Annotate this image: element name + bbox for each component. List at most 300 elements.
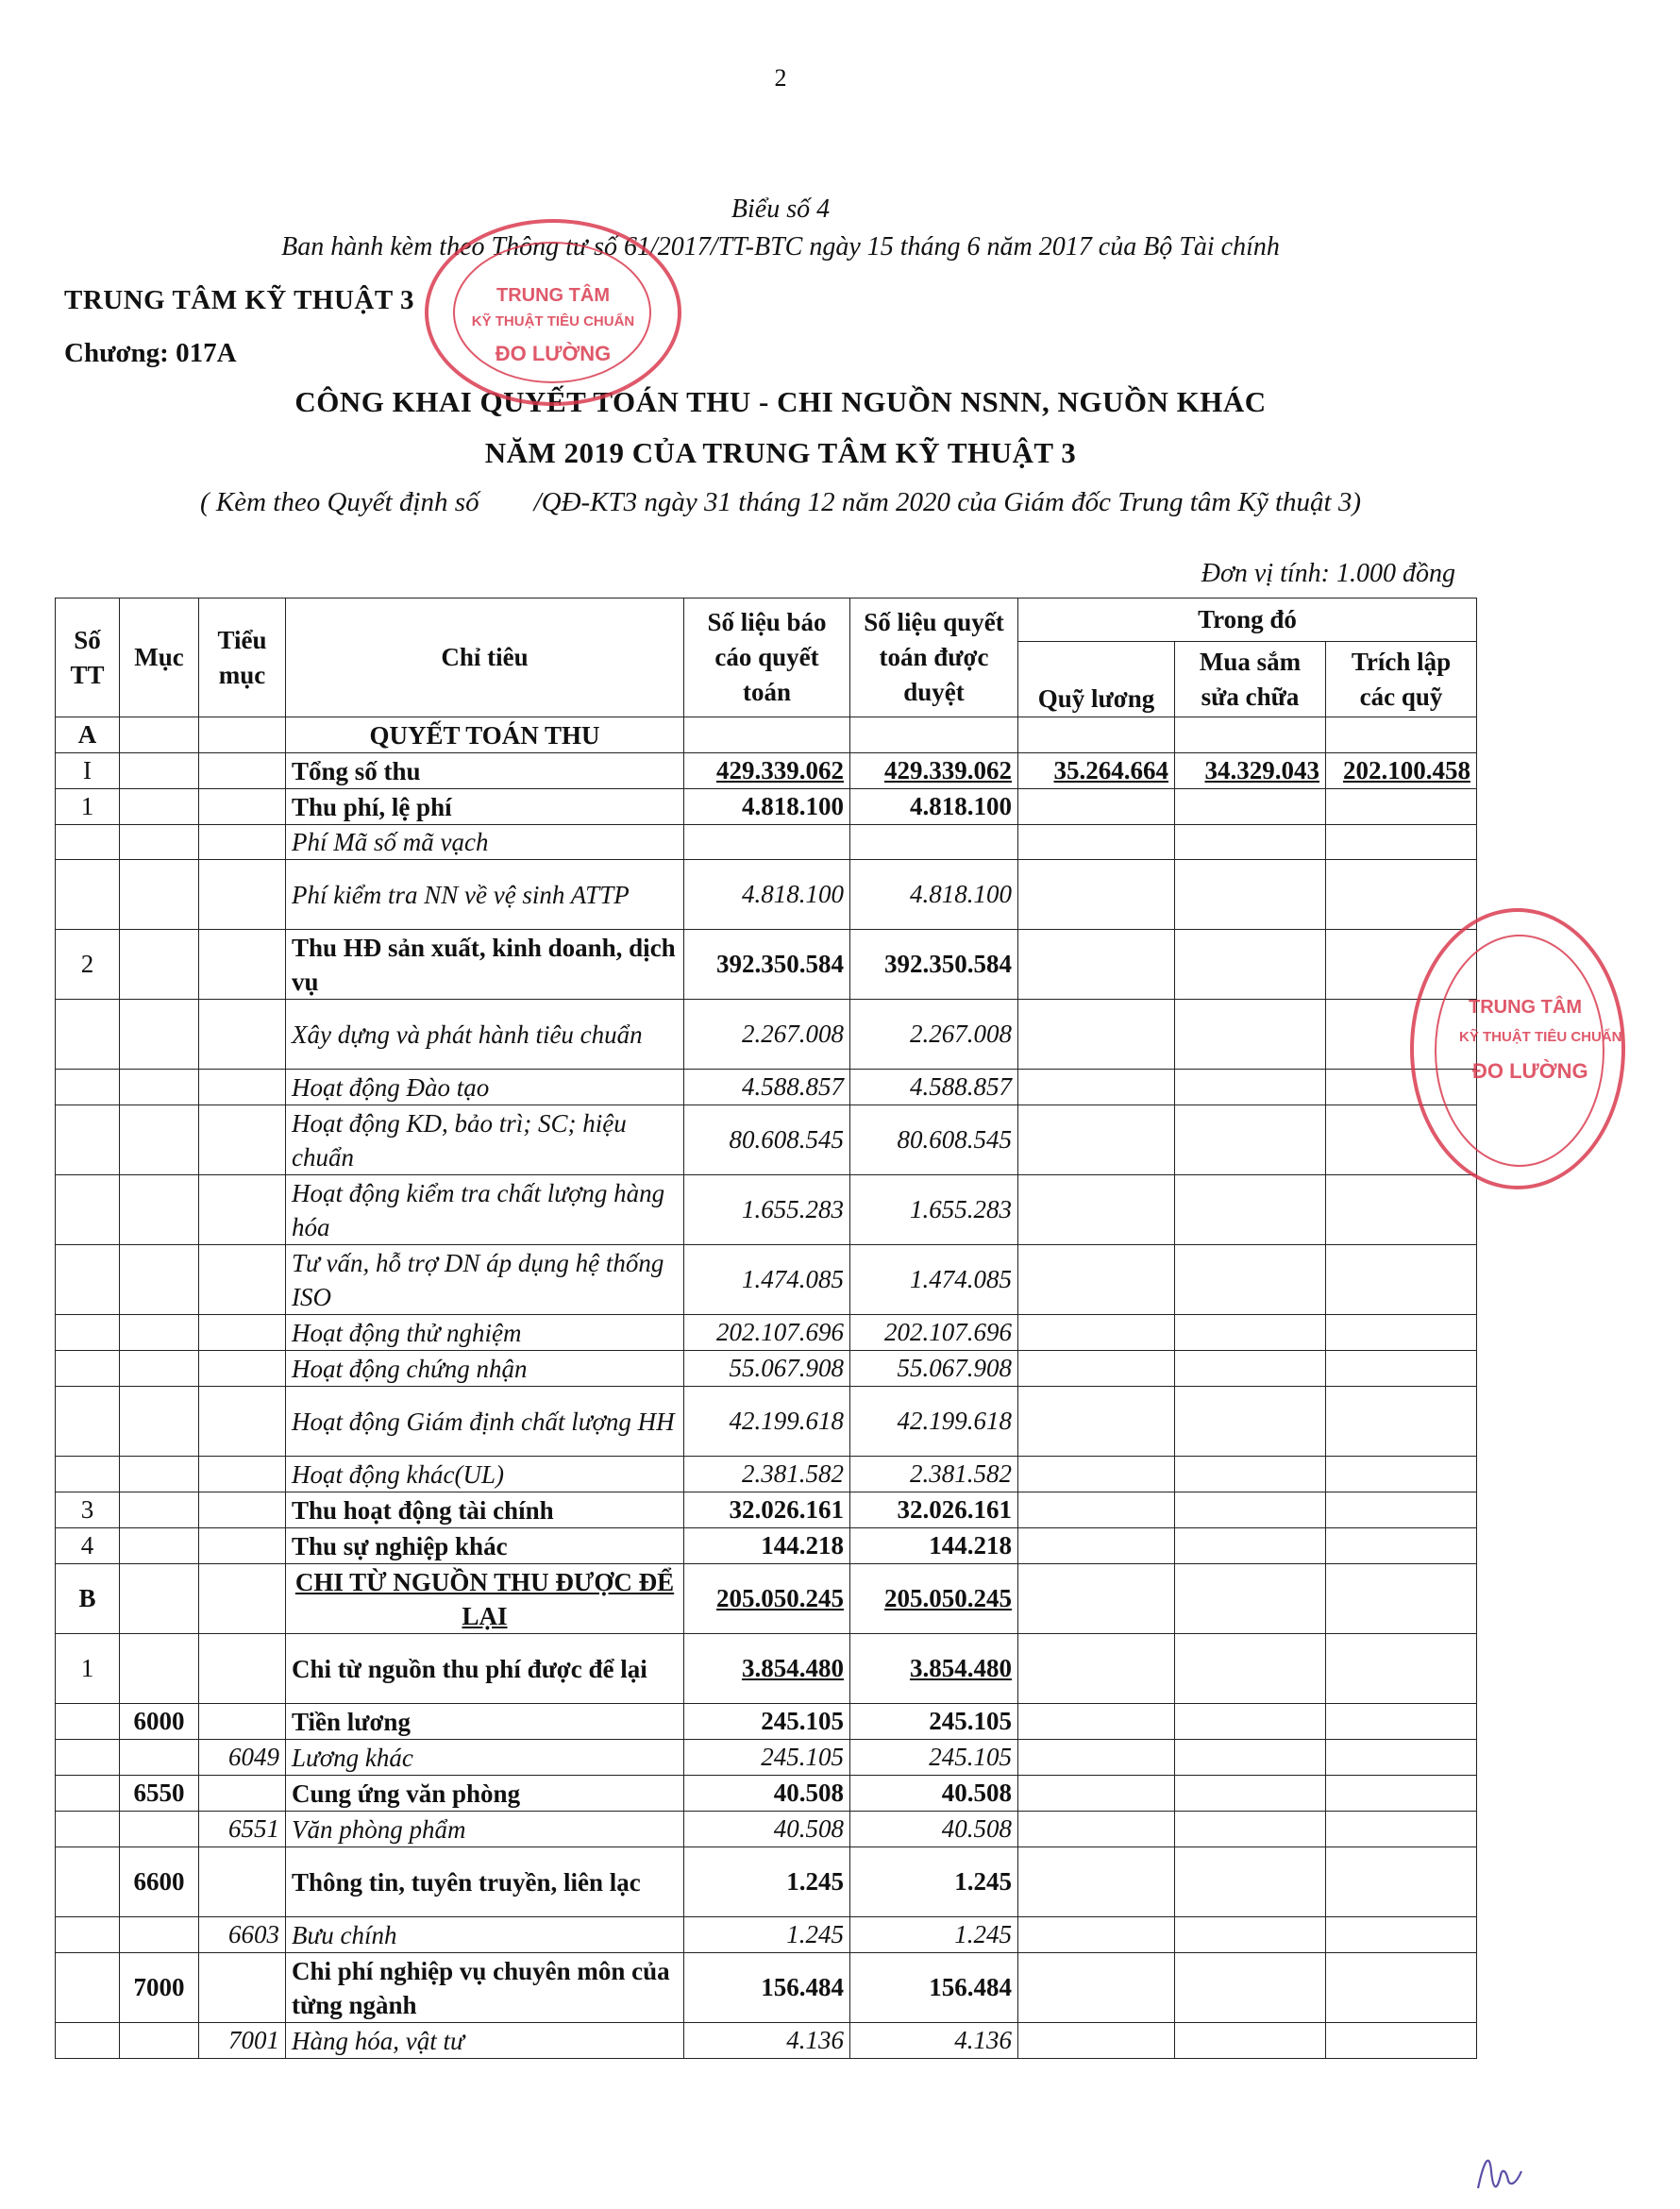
cell-duyet: [850, 1740, 1018, 1776]
cell-chi-tieu-text: Xây dựng và phát hành tiêu chuẩn: [292, 1020, 643, 1049]
cell-stt: [56, 717, 120, 753]
cell-chi-tieu: [286, 1634, 684, 1704]
cell-trich-lap: [1326, 860, 1477, 930]
cell-chi-tieu-text: Thu HĐ sản xuất, kinh doanh, dịch vụ: [292, 933, 676, 996]
cell-chi-tieu-text: Hoạt động Đào tạo: [292, 1072, 490, 1102]
cell-mua-sam: [1175, 860, 1326, 930]
cell-chi-tieu-text: Hoạt động kiểm tra chất lượng hàng hóa: [292, 1178, 665, 1241]
cell-bao-cao-text: 429.339.062: [716, 756, 844, 784]
cell-chi-tieu: [286, 1175, 684, 1245]
unit-label: Đơn vị tính: 1.000 đồng: [1201, 559, 1455, 588]
cell-tieu-muc: [199, 1847, 286, 1917]
cell-stt: [56, 860, 120, 930]
cell-chi-tieu: [286, 1351, 684, 1387]
cell-trich-lap: [1326, 1175, 1477, 1245]
cell-duyet: [850, 1704, 1018, 1740]
cell-bao-cao-text: 1.245: [786, 1920, 844, 1948]
cell-duyet-text: 392.350.584: [884, 950, 1012, 978]
cell-chi-tieu: [286, 753, 684, 789]
cell-trich-lap: [1326, 789, 1477, 825]
cell-tieu-muc: [199, 930, 286, 1000]
cell-tieu-muc: [199, 1245, 286, 1315]
cell-stt: [56, 1175, 120, 1245]
cell-chi-tieu: [286, 1564, 684, 1634]
cell-chi-tieu: [286, 1740, 684, 1776]
cell-stt: [56, 1634, 120, 1704]
cell-bao-cao: [684, 1812, 850, 1847]
cell-bao-cao: [684, 1070, 850, 1105]
cell-stt: [56, 930, 120, 1000]
page-number: 2: [774, 64, 787, 92]
cell-bao-cao: [684, 1917, 850, 1953]
cell-quy-luong: [1018, 1492, 1175, 1528]
cell-quy-luong: [1018, 1847, 1175, 1917]
cell-duyet: [850, 1917, 1018, 1953]
cell-muc: [120, 1000, 199, 1070]
header-mua-sam: Mua sắm sửa chữa: [1175, 642, 1326, 717]
cell-chi-tieu-text: Chi phí nghiệp vụ chuyên môn của từng ngành: [292, 1956, 670, 2019]
cell-stt-text: 1: [80, 792, 94, 820]
cell-duyet-text: 32.026.161: [897, 1495, 1012, 1524]
cell-chi-tieu-text: Tư vấn, hỗ trợ DN áp dụng hệ thống ISO: [292, 1248, 664, 1311]
cell-muc: [120, 2023, 199, 2059]
cell-duyet: [850, 1492, 1018, 1528]
cell-bao-cao-text: 1.655.283: [742, 1195, 844, 1223]
cell-mua-sam: [1175, 717, 1326, 753]
cell-duyet-text: 202.107.696: [884, 1318, 1012, 1346]
cell-duyet: [850, 1528, 1018, 1564]
cell-chi-tieu: [286, 1917, 684, 1953]
table-row: [56, 1528, 1477, 1564]
table-row: [56, 1351, 1477, 1387]
cell-trich-lap: [1326, 1387, 1477, 1457]
cell-stt: [56, 1492, 120, 1528]
table-row: [56, 1105, 1477, 1175]
cell-muc: [120, 1105, 199, 1175]
cell-tieu-muc: [199, 1492, 286, 1528]
table-row: [56, 1000, 1477, 1070]
cell-bao-cao-text: 156.484: [761, 1973, 844, 2001]
cell-chi-tieu-text: Thông tin, tuyên truyền, liên lạc: [292, 1867, 641, 1897]
table-row: [56, 930, 1477, 1000]
organization-name: TRUNG TÂM KỸ THUẬT 3: [64, 285, 414, 315]
cell-duyet-text: 205.050.245: [884, 1584, 1012, 1612]
table-row: [56, 1812, 1477, 1847]
settlement-table: [55, 598, 1477, 2059]
stamp-line2: KỸ THUẬT TIÊU CHUẨN: [471, 313, 635, 329]
cell-duyet: [850, 1457, 1018, 1492]
cell-duyet: [850, 1387, 1018, 1457]
cell-bao-cao-text: 245.105: [761, 1707, 844, 1735]
cell-muc: [120, 1812, 199, 1847]
cell-muc: [120, 1564, 199, 1634]
cell-bao-cao-text: 1.245: [786, 1867, 844, 1896]
issued-by-note: Ban hành kèm theo Thông tư số 61/2017/TT-BTC ngày 15 tháng 6 năm 2017 của Bộ Tài chính: [281, 232, 1280, 261]
cell-mua-sam-text: 34.329.043: [1204, 756, 1319, 784]
table-row: [56, 1492, 1477, 1528]
cell-chi-tieu: [286, 1457, 684, 1492]
cell-bao-cao: [684, 1000, 850, 1070]
cell-stt: [56, 2023, 120, 2059]
cell-stt: [56, 1315, 120, 1351]
table-row: [56, 860, 1477, 930]
cell-bao-cao-text: 55.067.908: [729, 1354, 844, 1382]
cell-bao-cao-text: 1.474.085: [742, 1265, 844, 1293]
cell-chi-tieu: [286, 1000, 684, 1070]
cell-bao-cao-text: 4.818.100: [742, 880, 844, 908]
table-row: [56, 2023, 1477, 2059]
cell-mua-sam: [1175, 1776, 1326, 1812]
cell-chi-tieu-text: Thu sự nghiệp khác: [292, 1531, 508, 1560]
cell-trich-lap: [1326, 1315, 1477, 1351]
cell-tieu-muc: [199, 1740, 286, 1776]
cell-muc: [120, 1175, 199, 1245]
cell-chi-tieu-text: Hoạt động thử nghiệm: [292, 1318, 522, 1347]
cell-stt: [56, 1000, 120, 1070]
cell-duyet-text: 55.067.908: [897, 1354, 1012, 1382]
cell-chi-tieu: [286, 1812, 684, 1847]
cell-stt: [56, 1070, 120, 1105]
cell-bao-cao: [684, 1704, 850, 1740]
cell-duyet: [850, 1245, 1018, 1315]
cell-duyet-text: 2.381.582: [910, 1459, 1012, 1488]
cell-stt: [56, 1740, 120, 1776]
cell-tieu-muc: [199, 1953, 286, 2023]
cell-bao-cao: [684, 2023, 850, 2059]
cell-muc: [120, 1528, 199, 1564]
cell-quy-luong: [1018, 1315, 1175, 1351]
cell-tieu-muc: [199, 1315, 286, 1351]
cell-muc: [120, 1387, 199, 1457]
cell-trich-lap: [1326, 1564, 1477, 1634]
cell-duyet-text: 1.655.283: [910, 1195, 1012, 1223]
stamp-line1: TRUNG TÂM: [496, 285, 610, 306]
cell-tieu-muc: [199, 1000, 286, 1070]
cell-quy-luong: [1018, 825, 1175, 860]
cell-muc: [120, 1704, 199, 1740]
cell-duyet: [850, 1812, 1018, 1847]
table-row: [56, 1847, 1477, 1917]
cell-mua-sam: [1175, 1245, 1326, 1315]
cell-duyet: [850, 1175, 1018, 1245]
cell-muc: [120, 930, 199, 1000]
cell-stt-text: B: [78, 1584, 96, 1612]
attachment-note: ( Kèm theo Quyết định số /QĐ-KT3 ngày 31 tháng 12 năm 2020 của Giám đốc Trung tâm Kỹ thuật 3): [199, 487, 1361, 517]
cell-muc: [120, 825, 199, 860]
table-row: [56, 1245, 1477, 1315]
header-so-lieu-bao-cao: Số liệu báo cáo quyết toán: [684, 599, 850, 717]
header-so-lieu-duyet: Số liệu quyết toán được duyệt: [850, 599, 1018, 717]
side-stamp-line2: KỸ THUẬT TIÊU CHUẨN: [1459, 1029, 1622, 1045]
cell-bao-cao-text: 4.588.857: [742, 1072, 844, 1101]
cell-muc-text: 7000: [133, 1973, 185, 2001]
cell-duyet-text: 4.818.100: [910, 880, 1012, 908]
cell-bao-cao: [684, 717, 850, 753]
cell-chi-tieu-text: Phí kiểm tra NN về vệ sinh ATTP: [292, 880, 630, 909]
cell-quy-luong: [1018, 1740, 1175, 1776]
cell-bao-cao-text: 40.508: [773, 1814, 844, 1843]
cell-muc: [120, 1351, 199, 1387]
cell-chi-tieu: [286, 1315, 684, 1351]
cell-quy-luong: [1018, 1351, 1175, 1387]
cell-duyet: [850, 1105, 1018, 1175]
cell-duyet-text: 156.484: [929, 1973, 1012, 2001]
cell-mua-sam: [1175, 1953, 1326, 2023]
cell-trich-lap: [1326, 1812, 1477, 1847]
cell-duyet-text: 1.245: [954, 1867, 1012, 1896]
cell-chi-tieu-text: Cung ứng văn phòng: [292, 1779, 521, 1808]
cell-duyet: [850, 789, 1018, 825]
header-stt: Số TT: [56, 599, 120, 717]
table-row: [56, 1457, 1477, 1492]
chapter-code: Chương: 017A: [64, 338, 237, 368]
cell-quy-luong: [1018, 789, 1175, 825]
cell-bao-cao: [684, 1351, 850, 1387]
cell-muc: [120, 1953, 199, 2023]
cell-duyet: [850, 1070, 1018, 1105]
cell-chi-tieu-text: QUYẾT TOÁN THU: [369, 720, 600, 750]
cell-tieu-muc: [199, 1634, 286, 1704]
table-row: [56, 1634, 1477, 1704]
cell-bao-cao-text: 4.818.100: [742, 792, 844, 820]
cell-muc-text: 6000: [133, 1707, 185, 1735]
cell-muc: [120, 1776, 199, 1812]
cell-mua-sam: [1175, 753, 1326, 789]
cell-trich-lap: [1326, 717, 1477, 753]
cell-quy-luong: [1018, 1457, 1175, 1492]
cell-tieu-muc: [199, 2023, 286, 2059]
cell-quy-luong: [1018, 753, 1175, 789]
cell-bao-cao-text: 202.107.696: [716, 1318, 844, 1346]
cell-stt: [56, 1457, 120, 1492]
cell-bao-cao: [684, 1740, 850, 1776]
cell-duyet-text: 245.105: [929, 1707, 1012, 1735]
cell-trich-lap: [1326, 2023, 1477, 2059]
cell-stt: [56, 1776, 120, 1812]
cell-bao-cao-text: 4.136: [786, 2026, 844, 2054]
cell-muc: [120, 717, 199, 753]
cell-chi-tieu: [286, 1105, 684, 1175]
cell-bao-cao-text: 3.854.480: [742, 1654, 844, 1682]
cell-mua-sam: [1175, 1704, 1326, 1740]
cell-duyet-text: 80.608.545: [897, 1125, 1012, 1154]
cell-muc: [120, 1315, 199, 1351]
cell-duyet-text: 245.105: [929, 1743, 1012, 1771]
cell-trich-lap: [1326, 1457, 1477, 1492]
table-row: [56, 1387, 1477, 1457]
cell-muc: [120, 753, 199, 789]
cell-duyet: [850, 860, 1018, 930]
cell-tieu-muc: [199, 1704, 286, 1740]
cell-mua-sam: [1175, 1457, 1326, 1492]
cell-muc: [120, 1457, 199, 1492]
cell-quy-luong: [1018, 860, 1175, 930]
cell-mua-sam: [1175, 1740, 1326, 1776]
header-trich-lap: Trích lập các quỹ: [1326, 642, 1477, 717]
form-number: Biểu số 4: [731, 194, 831, 224]
cell-muc: [120, 1917, 199, 1953]
cell-mua-sam: [1175, 1847, 1326, 1917]
cell-stt: [56, 753, 120, 789]
cell-bao-cao: [684, 1457, 850, 1492]
cell-muc: [120, 1634, 199, 1704]
table-row: [56, 1740, 1477, 1776]
cell-trich-lap-text: 202.100.458: [1343, 756, 1470, 784]
cell-bao-cao-text: 2.381.582: [742, 1459, 844, 1488]
cell-tieu-muc: [199, 1387, 286, 1457]
cell-bao-cao: [684, 860, 850, 930]
cell-tieu-muc: [199, 717, 286, 753]
official-stamp: [425, 219, 681, 406]
cell-chi-tieu-text: Hoạt động Giám định chất lượng HH: [292, 1407, 675, 1436]
cell-trich-lap: [1326, 1917, 1477, 1953]
cell-duyet: [850, 753, 1018, 789]
cell-chi-tieu: [286, 1528, 684, 1564]
cell-chi-tieu-text: Thu phí, lệ phí: [292, 792, 452, 821]
cell-stt: [56, 789, 120, 825]
cell-stt: [56, 1105, 120, 1175]
cell-quy-luong: [1018, 717, 1175, 753]
cell-tieu-muc: [199, 1175, 286, 1245]
stamp-line3: ĐO LƯỜNG: [495, 342, 612, 365]
table-row: [56, 1953, 1477, 2023]
cell-duyet-text: 3.854.480: [910, 1654, 1012, 1682]
cell-duyet-text: 144.218: [929, 1531, 1012, 1560]
cell-tieu-muc-text: 6049: [228, 1743, 279, 1771]
cell-stt: [56, 1812, 120, 1847]
cell-muc: [120, 1070, 199, 1105]
cell-muc: [120, 860, 199, 930]
cell-quy-luong: [1018, 1175, 1175, 1245]
cell-bao-cao: [684, 1387, 850, 1457]
cell-bao-cao: [684, 825, 850, 860]
header-quy-luong: Quỹ lương: [1018, 642, 1175, 717]
cell-stt-text: I: [83, 756, 92, 784]
cell-duyet: [850, 1000, 1018, 1070]
cell-chi-tieu: [286, 717, 684, 753]
cell-chi-tieu: [286, 1776, 684, 1812]
cell-chi-tieu: [286, 860, 684, 930]
table-row: [56, 1175, 1477, 1245]
cell-chi-tieu-text: Lương khác: [292, 1743, 413, 1772]
cell-chi-tieu-text: Tổng số thu: [292, 756, 421, 785]
cell-duyet-text: 40.508: [941, 1779, 1012, 1807]
cell-mua-sam: [1175, 1492, 1326, 1528]
cell-quy-luong: [1018, 1070, 1175, 1105]
cell-quy-luong: [1018, 1245, 1175, 1315]
cell-stt: [56, 1387, 120, 1457]
cell-bao-cao-text: 42.199.618: [729, 1407, 844, 1435]
table-row: [56, 717, 1477, 753]
cell-mua-sam: [1175, 930, 1326, 1000]
cell-quy-luong-text: 35.264.664: [1053, 756, 1168, 784]
cell-stt: [56, 1917, 120, 1953]
cell-trich-lap: [1326, 1492, 1477, 1528]
cell-tieu-muc: [199, 825, 286, 860]
cell-quy-luong: [1018, 1564, 1175, 1634]
cell-mua-sam: [1175, 1315, 1326, 1351]
cell-tieu-muc: [199, 1812, 286, 1847]
cell-tieu-muc: [199, 1457, 286, 1492]
cell-bao-cao-text: 80.608.545: [729, 1125, 844, 1154]
cell-stt-text: 1: [80, 1654, 94, 1682]
cell-bao-cao-text: 32.026.161: [729, 1495, 844, 1524]
table-row: [56, 1917, 1477, 1953]
cell-duyet: [850, 1953, 1018, 2023]
side-stamp: [1410, 908, 1625, 1189]
cell-duyet: [850, 1315, 1018, 1351]
table-row: [56, 825, 1477, 860]
cell-mua-sam: [1175, 1917, 1326, 1953]
table-row: [56, 1776, 1477, 1812]
cell-tieu-muc-text: 6603: [228, 1920, 279, 1948]
cell-duyet-text: 42.199.618: [897, 1407, 1012, 1435]
cell-bao-cao: [684, 1528, 850, 1564]
header-tieu-muc: Tiểu mục: [199, 599, 286, 717]
cell-quy-luong: [1018, 1953, 1175, 2023]
table-row: [56, 1070, 1477, 1105]
cell-trich-lap: [1326, 825, 1477, 860]
cell-tieu-muc: [199, 1917, 286, 1953]
cell-mua-sam: [1175, 1564, 1326, 1634]
cell-bao-cao: [684, 1634, 850, 1704]
cell-tieu-muc: [199, 1070, 286, 1105]
cell-mua-sam: [1175, 1812, 1326, 1847]
table-row: [56, 753, 1477, 789]
cell-muc: [120, 1245, 199, 1315]
cell-bao-cao: [684, 1315, 850, 1351]
cell-stt-text: 4: [80, 1531, 94, 1560]
cell-tieu-muc: [199, 1564, 286, 1634]
cell-chi-tieu-text: Hoạt động khác(UL): [292, 1459, 504, 1489]
cell-stt: [56, 1245, 120, 1315]
cell-stt-text: 3: [80, 1495, 94, 1524]
cell-duyet: [850, 930, 1018, 1000]
cell-bao-cao-text: 2.267.008: [742, 1020, 844, 1048]
cell-tieu-muc: [199, 860, 286, 930]
cell-chi-tieu-text: Tiền lương: [292, 1707, 411, 1736]
cell-trich-lap: [1326, 1634, 1477, 1704]
table-body: [56, 717, 1477, 2059]
header-chi-tieu: Chỉ tiêu: [286, 599, 684, 717]
cell-trich-lap: [1326, 1847, 1477, 1917]
cell-chi-tieu: [286, 789, 684, 825]
table-row: [56, 1704, 1477, 1740]
cell-bao-cao: [684, 789, 850, 825]
cell-trich-lap: [1326, 1740, 1477, 1776]
cell-bao-cao: [684, 1847, 850, 1917]
cell-quy-luong: [1018, 1000, 1175, 1070]
cell-duyet-text: 429.339.062: [884, 756, 1012, 784]
cell-stt: [56, 1564, 120, 1634]
cell-duyet: [850, 1847, 1018, 1917]
cell-mua-sam: [1175, 1070, 1326, 1105]
cell-duyet: [850, 1776, 1018, 1812]
cell-bao-cao-text: 245.105: [761, 1743, 844, 1771]
cell-chi-tieu-text: Hoạt động KD, bảo trì; SC; hiệu chuẩn: [292, 1108, 627, 1172]
cell-chi-tieu: [286, 1387, 684, 1457]
cell-muc: [120, 1847, 199, 1917]
cell-chi-tieu: [286, 1847, 684, 1917]
cell-bao-cao: [684, 1564, 850, 1634]
cell-stt: [56, 825, 120, 860]
cell-trich-lap: [1326, 1776, 1477, 1812]
cell-mua-sam: [1175, 2023, 1326, 2059]
cell-bao-cao: [684, 930, 850, 1000]
cell-bao-cao: [684, 753, 850, 789]
cell-muc-text: 6550: [133, 1779, 185, 1807]
document-subtitle: NĂM 2019 CỦA TRUNG TÂM KỸ THUẬT 3: [484, 436, 1077, 469]
